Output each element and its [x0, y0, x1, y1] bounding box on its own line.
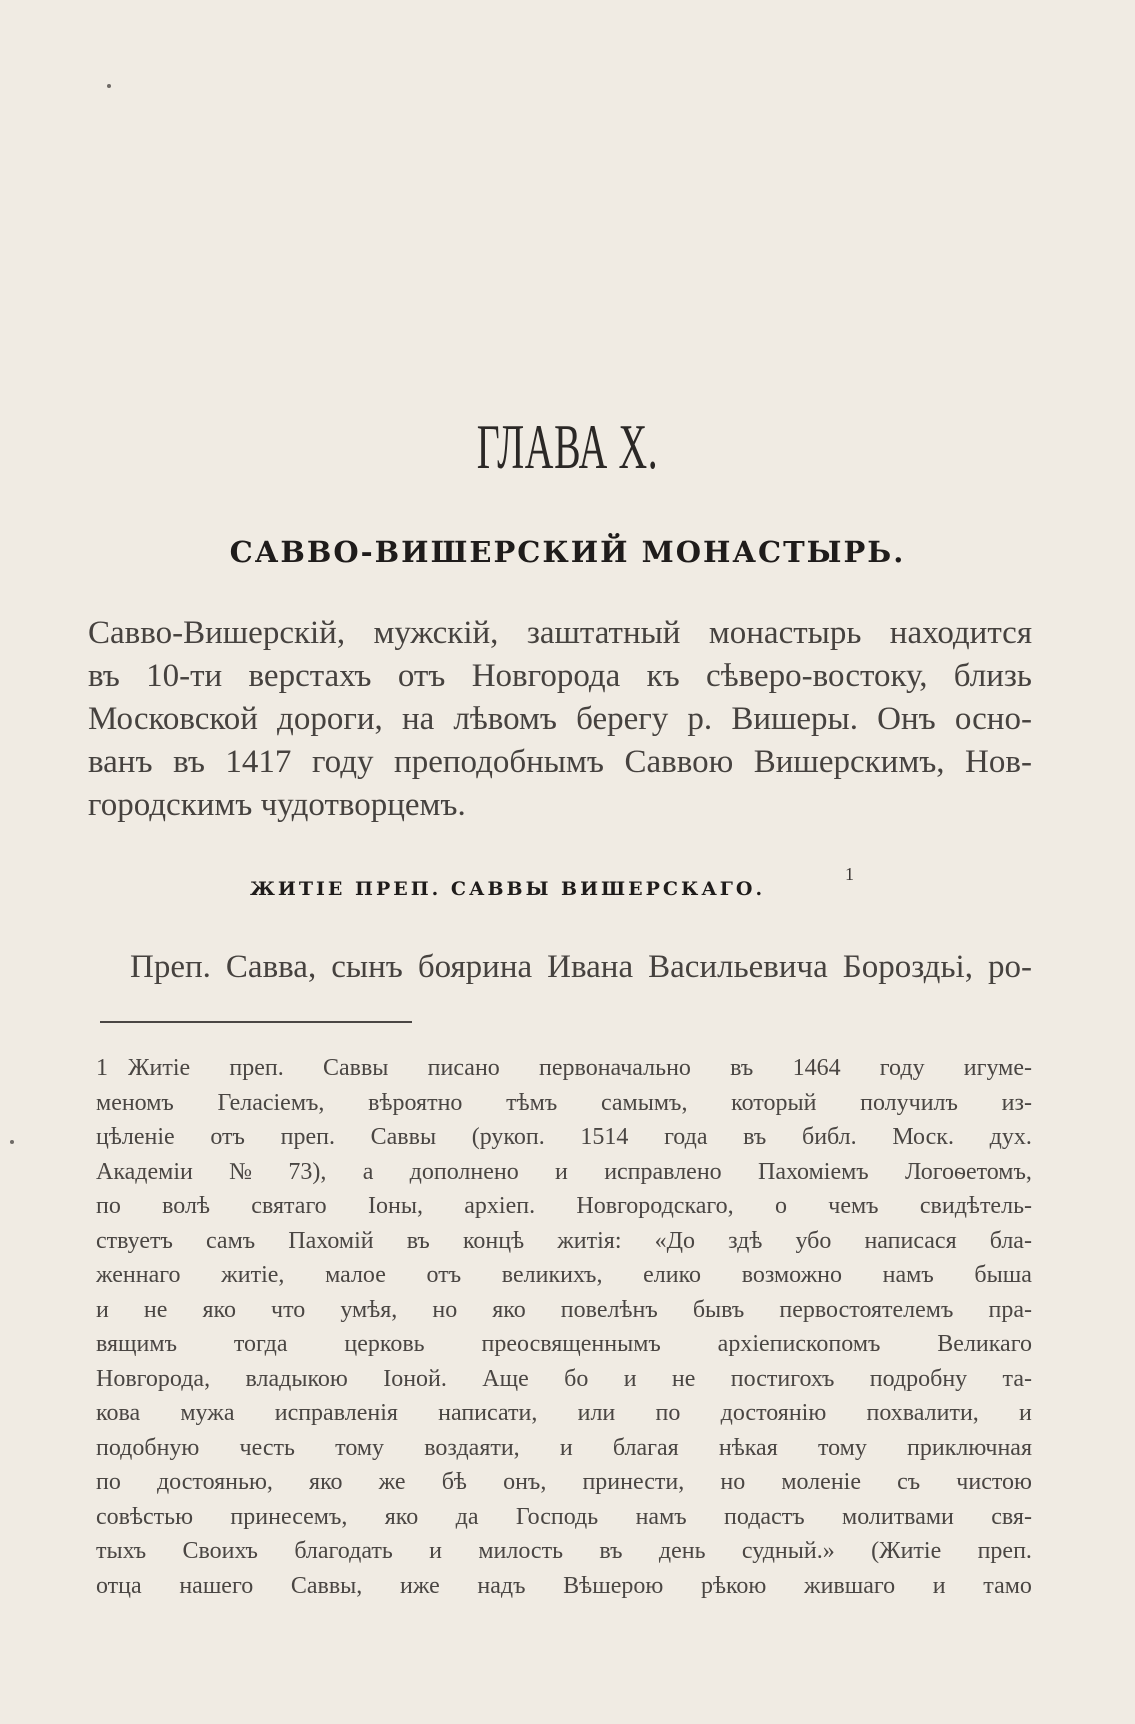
word: библ.	[801, 1124, 857, 1150]
word: чистою	[956, 1469, 1032, 1495]
word: свидѣтель-	[919, 1193, 1032, 1219]
word: о	[774, 1193, 787, 1219]
word: не	[671, 1365, 696, 1392]
word: получилъ	[860, 1089, 958, 1116]
word: Саввы	[322, 1055, 389, 1081]
chapter-title: ГЛАВА X.	[476, 411, 659, 482]
word: рѣкою	[700, 1572, 767, 1599]
word: ванъ	[88, 744, 153, 780]
word: отъ	[426, 1262, 462, 1288]
word: ствуетъ	[96, 1227, 173, 1254]
word: дух.	[989, 1124, 1032, 1150]
word: ро-	[987, 949, 1032, 985]
word: владыкою	[245, 1365, 348, 1392]
word: елико	[643, 1262, 702, 1288]
section-heading: ЖИТІЕ ПРЕП. САВВЫ ВИШЕРСКАГО.	[250, 878, 766, 900]
word: концѣ	[462, 1227, 525, 1254]
intro-line	[88, 698, 1032, 741]
word: преп.	[977, 1538, 1032, 1564]
word: р.	[687, 701, 713, 737]
word: моленіе	[781, 1469, 861, 1495]
word: преосвященнымъ	[481, 1331, 661, 1357]
word: но	[720, 1469, 746, 1495]
word: сѣверо-востоку,	[706, 658, 928, 694]
word: по	[96, 1193, 121, 1219]
word: находится	[889, 615, 1032, 651]
word: преподобнымъ	[394, 744, 604, 780]
word: №	[229, 1158, 253, 1185]
word: игуме-	[963, 1055, 1032, 1081]
word: боярина	[417, 949, 533, 985]
word: житіе,	[221, 1262, 285, 1288]
word: благодать	[294, 1538, 393, 1564]
word: нашего	[179, 1572, 254, 1599]
word: на	[401, 701, 435, 737]
word: Господь	[515, 1503, 599, 1530]
word: Вѣшерою	[563, 1572, 664, 1599]
word: приключная	[907, 1434, 1032, 1461]
word: повелѣнъ	[560, 1296, 658, 1323]
word: лѣвомъ	[453, 701, 557, 737]
word: Бороздьi,	[842, 949, 973, 985]
word: цѣленіе	[96, 1124, 175, 1150]
word: принесемъ,	[230, 1503, 348, 1530]
word: яко	[384, 1503, 419, 1530]
word: достоянію	[720, 1400, 827, 1426]
word: тѣмъ	[506, 1089, 558, 1116]
word: первоначально	[539, 1055, 691, 1081]
footnote-line	[96, 1293, 1032, 1328]
word: Онъ	[877, 701, 936, 737]
word: Вишерскимъ,	[753, 744, 945, 780]
word: та-	[1002, 1365, 1032, 1392]
word: въ	[599, 1538, 623, 1564]
word: яко	[202, 1296, 236, 1323]
word: из-	[1001, 1089, 1032, 1116]
word: тому	[335, 1434, 385, 1461]
word: иже	[399, 1572, 440, 1599]
word: въ	[88, 658, 120, 694]
word: церковь	[344, 1331, 425, 1357]
word: кова	[96, 1400, 141, 1426]
intro-line	[88, 655, 1032, 698]
word: Савва,	[225, 949, 317, 985]
word: достоянью,	[156, 1469, 273, 1495]
word: честь	[239, 1434, 295, 1461]
word: Новгорода,	[96, 1365, 211, 1392]
word: монастырь	[708, 615, 862, 651]
word: отца	[96, 1572, 142, 1599]
word: архіеп.	[464, 1193, 536, 1219]
word: Своихъ	[182, 1538, 258, 1564]
word: быша	[974, 1262, 1032, 1288]
word: да	[455, 1503, 479, 1530]
word: бывъ	[692, 1296, 745, 1323]
word: къ	[646, 658, 680, 694]
word: по	[96, 1469, 121, 1495]
word: чемъ	[828, 1193, 879, 1219]
word: надъ	[477, 1572, 526, 1599]
word: дополнено	[409, 1158, 519, 1185]
word: заштатный	[526, 615, 681, 651]
word: онъ,	[503, 1469, 547, 1495]
word: Аще	[482, 1365, 529, 1392]
footnote-line	[96, 1534, 1032, 1569]
word: нѣкая	[718, 1434, 778, 1461]
word: или	[577, 1400, 616, 1426]
intro-paragraph	[88, 612, 1032, 827]
word: тому	[817, 1434, 867, 1461]
word: сынъ	[331, 949, 403, 985]
word: милость	[478, 1538, 564, 1564]
word: Саввою	[624, 744, 734, 780]
word: Житіе	[128, 1055, 191, 1081]
word: написася	[864, 1227, 957, 1254]
word: Новгородскаго,	[576, 1193, 734, 1219]
word: исправленія	[274, 1400, 398, 1426]
footnote-rule	[100, 1021, 412, 1023]
word: вѣроятно	[368, 1089, 463, 1116]
word: благая	[612, 1434, 679, 1461]
footnote-reference: 1	[845, 864, 854, 884]
word: самъ	[205, 1227, 256, 1254]
footnote-line	[96, 1224, 1032, 1259]
word: Іоной.	[383, 1365, 447, 1392]
word: же	[378, 1469, 406, 1495]
word: тогда	[233, 1331, 288, 1357]
word: возможно	[741, 1262, 843, 1288]
word: преп.	[229, 1055, 284, 1081]
word: 73),	[288, 1158, 327, 1185]
footnote-line	[96, 1569, 1032, 1604]
word: подробну	[869, 1365, 968, 1392]
word: постигохъ	[730, 1365, 835, 1392]
word: въ	[730, 1055, 754, 1081]
word: Васильевича	[648, 949, 828, 985]
word: тамо	[983, 1572, 1032, 1599]
word: Моск.	[892, 1124, 954, 1150]
word: Саввы,	[290, 1572, 363, 1599]
word: 1464	[792, 1055, 841, 1081]
word: житія:	[557, 1227, 622, 1254]
word: великихъ,	[501, 1262, 603, 1288]
word: мужскій,	[373, 615, 499, 651]
word: осно-	[954, 701, 1032, 737]
footnote-line	[96, 1465, 1032, 1500]
body-paragraph	[130, 946, 1032, 989]
word: 1514	[580, 1124, 629, 1150]
speck	[107, 84, 111, 88]
word: бла-	[989, 1227, 1032, 1254]
word: Пахоміемъ	[757, 1158, 869, 1185]
footnote-line	[96, 1431, 1032, 1466]
intro-line: городскимъ чудотворцемъ.	[88, 787, 466, 823]
word: судный.»	[741, 1538, 835, 1564]
word: подастъ	[724, 1503, 805, 1530]
intro-line	[88, 612, 1032, 655]
word: Московской	[88, 701, 258, 737]
footnote-number: 1	[96, 1055, 108, 1081]
word: но	[432, 1296, 458, 1323]
word: и	[559, 1434, 573, 1461]
word: (Житіе	[871, 1538, 942, 1564]
word: близь	[953, 658, 1032, 694]
footnote-line	[96, 1086, 1032, 1121]
footnote-line	[96, 1258, 1032, 1293]
word: что	[271, 1296, 306, 1323]
word: отъ	[397, 658, 446, 694]
word: подобную	[96, 1434, 200, 1461]
word: (рукоп.	[471, 1124, 545, 1150]
word: въ	[406, 1227, 430, 1254]
word: архіепископомъ	[717, 1331, 881, 1357]
word: Саввы	[370, 1124, 437, 1150]
word: мужа	[180, 1400, 235, 1426]
word: меномъ	[96, 1089, 174, 1116]
footnote-line	[96, 1051, 1032, 1086]
word: и	[555, 1158, 568, 1185]
word: верстахъ	[248, 658, 372, 694]
word: яко	[309, 1469, 343, 1495]
word: убо	[795, 1227, 832, 1254]
word: и	[932, 1572, 946, 1599]
word: похвалити,	[866, 1400, 979, 1426]
footnote-line	[96, 1362, 1032, 1397]
word: а	[362, 1158, 374, 1185]
footnote-line	[96, 1500, 1032, 1535]
word: бо	[564, 1365, 589, 1392]
word: Преп.	[130, 949, 211, 985]
word: Логоѳетомъ,	[905, 1158, 1032, 1185]
word: женнаго	[96, 1262, 181, 1288]
word: не	[143, 1296, 168, 1323]
word: свя-	[991, 1503, 1032, 1530]
speck	[10, 1140, 14, 1144]
word: въ	[173, 744, 205, 780]
word: Великаго	[937, 1331, 1032, 1357]
footnote-line	[96, 1120, 1032, 1155]
word: малое	[325, 1262, 386, 1288]
word: Академіи	[96, 1158, 193, 1185]
word: исправлено	[604, 1158, 722, 1185]
footnote-line	[96, 1396, 1032, 1431]
word: Пахомій	[288, 1227, 374, 1254]
footnote-line	[96, 1155, 1032, 1190]
footnote	[96, 1051, 1032, 1603]
word: здѣ	[728, 1227, 763, 1254]
word: года	[664, 1124, 708, 1150]
word: Геласіемъ,	[217, 1089, 325, 1116]
word: совѣстью	[96, 1503, 194, 1530]
word: намъ	[635, 1503, 687, 1530]
word: и	[96, 1296, 109, 1323]
word: святаго	[251, 1193, 327, 1219]
word: 1417	[225, 744, 292, 780]
word: по	[655, 1400, 681, 1426]
word: принести,	[582, 1469, 685, 1495]
word: самымъ,	[600, 1089, 688, 1116]
word: вящимъ	[96, 1331, 177, 1357]
word: въ	[743, 1124, 767, 1150]
word: Іоны,	[367, 1193, 423, 1219]
word: намъ	[882, 1262, 934, 1288]
word: пра-	[988, 1296, 1032, 1323]
word: «До	[654, 1227, 695, 1254]
footnote-line-text	[128, 1051, 1032, 1086]
word: Вишеры.	[731, 701, 858, 737]
footnote-line	[96, 1327, 1032, 1362]
word: преп.	[280, 1124, 335, 1150]
word: умѣя,	[340, 1296, 398, 1323]
word: и	[429, 1538, 442, 1564]
footnote-line	[96, 1189, 1032, 1224]
word: дороги,	[277, 701, 383, 737]
word: писано	[427, 1055, 500, 1081]
word: тыхъ	[96, 1538, 147, 1564]
word: 10-ти	[146, 658, 223, 694]
word: Ивана	[547, 949, 634, 985]
word: молитвами	[842, 1503, 954, 1530]
word: Новгорода	[471, 658, 621, 694]
word: первостоятелемъ	[779, 1296, 954, 1323]
word: году	[311, 744, 374, 780]
word: воздаяти,	[424, 1434, 520, 1461]
word: и	[623, 1365, 637, 1392]
monastery-heading: САВВО-ВИШЕРСКИЙ МОНАСТЫРЬ.	[229, 535, 906, 569]
word: день	[658, 1538, 706, 1564]
word: волѣ	[162, 1193, 210, 1219]
word: году	[879, 1055, 925, 1081]
word: съ	[897, 1469, 921, 1495]
word: жившаго	[804, 1572, 896, 1599]
word: Савво-Вишерскій,	[88, 615, 346, 651]
word: бѣ	[441, 1469, 467, 1495]
word: и	[1019, 1400, 1032, 1426]
word: Нов-	[965, 744, 1032, 780]
word: отъ	[210, 1124, 245, 1150]
word: яко	[492, 1296, 526, 1323]
body-line	[130, 946, 1032, 989]
word: берегу	[576, 701, 669, 737]
word: который	[731, 1089, 817, 1116]
word: написати,	[438, 1400, 538, 1426]
intro-line	[88, 741, 1032, 784]
